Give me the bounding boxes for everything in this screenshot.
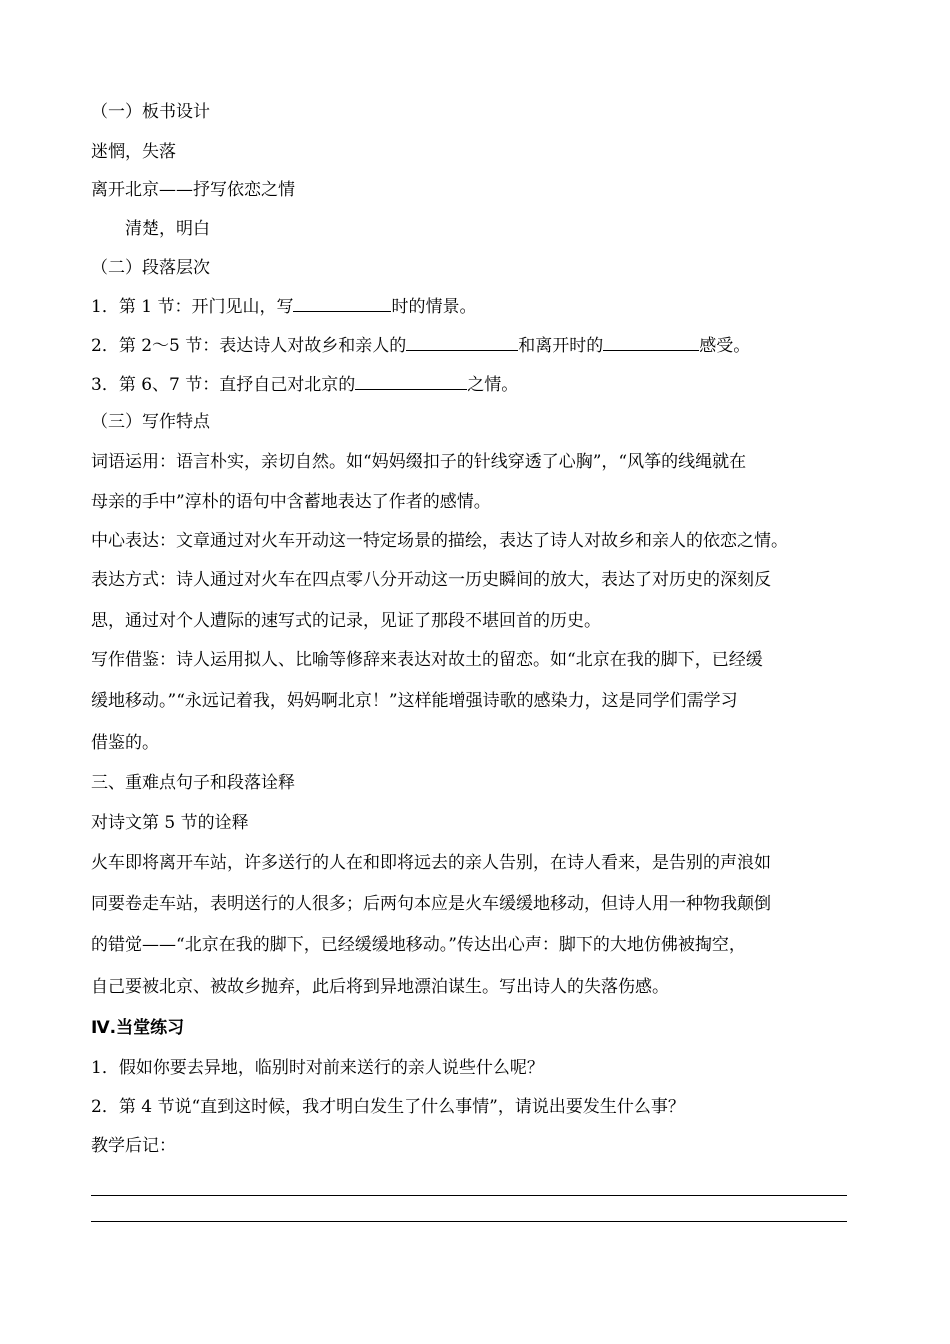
reference-line-1: 写作借鉴：诗人运用拟人、比喻等修辞来表达对故土的留恋。如“北京在我的脚下，已经缓	[91, 650, 763, 670]
level-item-3	[91, 373, 518, 396]
analysis-para-line-1: 火车即将离开车站，许多送行的人在和即将远去的亲人告别，在诗人看来，是告别的声浪如	[91, 853, 771, 873]
board-line-1: 迷惘，失落	[91, 142, 176, 162]
analysis-para-line-3: 的错觉——“北京在我的脚下，已经缓缓地移动。”传达出心声：脚下的大地仿佛被掏空，	[91, 935, 746, 955]
level-item-1	[91, 295, 476, 318]
expression-line-1: 表达方式：诗人通过对火车在四点零八分开动这一历史瞬间的放大，表达了对历史的深刻反	[91, 570, 771, 590]
reference-line-2: 缓地移动。”“永远记着我，妈妈啊北京！”这样能增强诗歌的感染力，这是同学们需学习	[91, 691, 738, 711]
level-item-2-text-mid: 和离开时的	[518, 336, 604, 356]
fill-blank-3[interactable]	[603, 334, 699, 351]
analysis-para-line-4: 自己要被北京、被故乡抛弃，此后将到异地漂泊谋生。写出诗人的失落伤感。	[91, 977, 669, 997]
level-item-1-text-start: 1．第 1 节：开门见山，写	[91, 297, 294, 317]
reference-line-3: 借鉴的。	[91, 733, 159, 753]
notes-writing-line-1[interactable]	[91, 1195, 847, 1196]
word-use-line-1: 词语运用：语言朴实，亲切自然。如“妈妈缀扣子的针线穿透了心胸”，“风筝的线绳就在	[91, 452, 747, 472]
level-item-2-text-start: 2．第 2～5 节：表达诗人对故乡和亲人的	[91, 336, 407, 356]
fill-blank-4[interactable]	[355, 373, 467, 390]
level-item-2-text-end: 感受。	[699, 336, 751, 356]
practice-question-2: 2．第 4 节说“直到这时候，我才明白发生了什么事情”，请说出要发生什么事？	[91, 1097, 685, 1117]
level-item-1-text-end: 时的情景。	[391, 297, 477, 317]
word-use-line-2: 母亲的手中”淳朴的语句中含蓄地表达了作者的感情。	[91, 492, 491, 512]
fill-blank-2[interactable]	[406, 334, 518, 351]
practice-heading: Ⅳ.当堂练习	[91, 1018, 185, 1038]
level-item-2	[91, 334, 750, 357]
paragraph-levels-heading: （二）段落层次	[91, 258, 210, 278]
level-item-3-text-end: 之情。	[467, 375, 519, 395]
teaching-notes-label: 教学后记：	[91, 1136, 176, 1156]
analysis-heading: 三、重难点句子和段落诠释	[91, 773, 295, 793]
notes-writing-line-2[interactable]	[91, 1221, 847, 1222]
board-line-2: 离开北京——抒写依恋之情	[91, 180, 295, 200]
center-expression: 中心表达：文章通过对火车开动这一特定场景的描绘，表达了诗人对故乡和亲人的依恋之情。	[91, 531, 788, 551]
fill-blank-1[interactable]	[293, 295, 391, 312]
analysis-subheading: 对诗文第 5 节的诠释	[91, 813, 249, 833]
board-line-3: 清楚，明白	[125, 219, 210, 239]
analysis-para-line-2: 同要卷走车站，表明送行的人很多；后两句本应是火车缓缓地移动，但诗人用一种物我颠倒	[91, 894, 771, 914]
board-design-heading: （一）板书设计	[91, 102, 210, 122]
expression-line-2: 思，通过对个人遭际的速写式的记录，见证了那段不堪回首的历史。	[91, 611, 601, 631]
level-item-3-text-start: 3．第 6、7 节：直抒自己对北京的	[91, 375, 356, 395]
practice-question-1: 1．假如你要去异地，临别时对前来送行的亲人说些什么呢？	[91, 1058, 544, 1078]
writing-features-heading: （三）写作特点	[91, 412, 210, 432]
